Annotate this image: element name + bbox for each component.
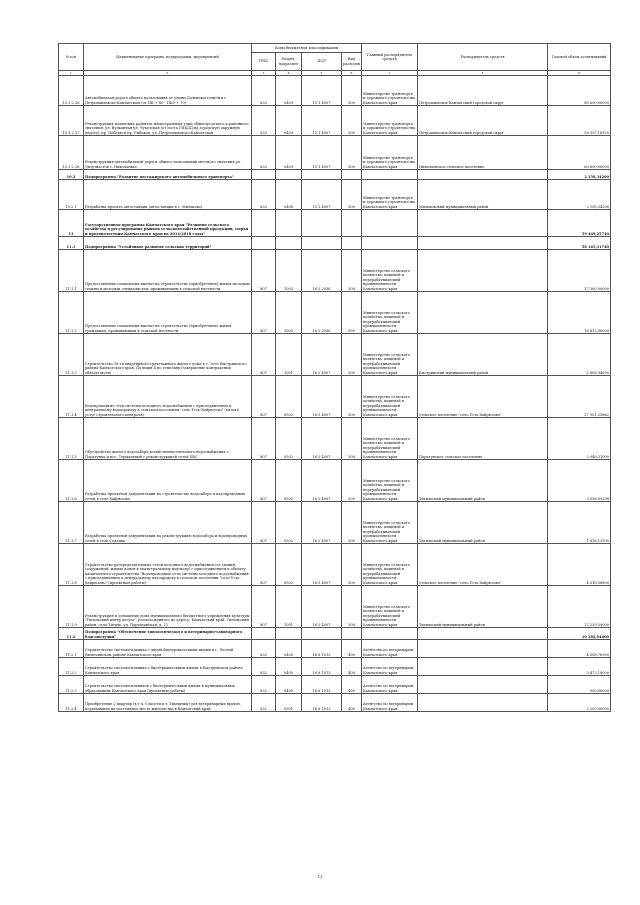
cell-vr: 400: [342, 676, 362, 694]
cell-grbs: 807: [252, 250, 276, 292]
cell-admin: Министерство транспорта и дорожного строительства Камчатского края: [362, 180, 418, 210]
cell-admin: Агентство по ветеринарии Камчатского края: [362, 640, 418, 658]
page-number: 11: [317, 874, 323, 879]
cell-num: 11.2.2: [59, 658, 84, 676]
cell-vr: 300: [342, 292, 362, 334]
cell-grbs: [252, 170, 276, 180]
cell-csr: 16 5 4007: [302, 376, 342, 418]
cell-amount: 12 239,39000: [548, 586, 611, 628]
cell-grbs: 807: [252, 460, 276, 502]
cell-razdel: 0408: [276, 180, 302, 210]
column-index: 1: [59, 71, 84, 76]
cell-num: 11.1.8: [59, 544, 84, 586]
table-row: [59, 640, 611, 658]
cell-amount: 2 158,34200: [548, 180, 611, 210]
cell-name: Разработка проекта автостанции (автостанции в с. Мильково): [84, 180, 252, 210]
cell-vr: 500: [342, 106, 362, 136]
cell-amount: 4 016,58800: [548, 544, 611, 586]
cell-name: Приобретение 2 квартир (в т.ч. Соцсети в т. Тимчинки) для ветеринарных врачей, переехавших на постоянное место жительства в Камчатский край: [84, 694, 252, 712]
cell-name: Разработка проектной документации на реконструкцию водозабора и водопроводных сетей в селе Седанка: [84, 502, 252, 544]
cell-razdel: [276, 210, 302, 237]
table-row: [59, 106, 611, 136]
cell-name: Строительство скотомогильника с биотермическими ямами в Быстринском районе Камчатского края: [84, 658, 252, 676]
cell-csr: 16 5 4007: [302, 502, 342, 544]
cell-recipient: [418, 292, 548, 334]
cell-razdel: 0502: [276, 376, 302, 418]
cell-recipient: Петропавловск-Камчатский городской округ: [418, 76, 548, 106]
column-index: 3: [252, 71, 276, 76]
cell-razdel: 0405: [276, 640, 302, 658]
header-recipient: Распорядитель средств: [418, 44, 548, 71]
cell-amount: 58 165,31740: [548, 237, 611, 250]
cell-name: Реконструкция и оснащение дома муниципального бюджетного учреждения культуры "Тигильский центр досуга", расположенного по адресу: Камчатский край, Тигильский район, село Тигиль, ул. Партизанская, д. 21: [84, 586, 252, 628]
cell-csr: 16 5 4007: [302, 544, 342, 586]
cell-num: 11.2.1: [59, 640, 84, 658]
cell-csr: 15 2 4007: [302, 180, 342, 210]
cell-admin: Министерство сельского хозяйства, пищевой и перерабатывающей промышленности Камчатского края: [362, 418, 418, 460]
table-row: [59, 676, 611, 694]
cell-csr: 16 8 1013: [302, 676, 342, 694]
cell-name: Предоставление социальных выплат на строительство (приобретение) жилья молодым семьям и молодым специалистам, проживающим в сельской местности: [84, 250, 252, 292]
header-csr: ЦСР: [302, 53, 342, 71]
cell-vr: 500: [342, 586, 362, 628]
cell-name: Реконструкция кольцевых развязок магистральных улиц общегородского и районного значения: ул. Вулканная-ул. Чукотская (от поста ГИБДД на городскую окружную дорогу), пр. Победы и пр. Рыбаков, ул. Петропавловско-Камчатская: [84, 106, 252, 136]
cell-admin: [362, 237, 418, 250]
cell-recipient: Быстринский муниципальный район: [418, 334, 548, 376]
cell-recipient: [418, 210, 548, 237]
header-name: Наименование программ, подпрограмм, мероприятий: [84, 44, 252, 71]
cell-amount: 2 808,94600: [548, 334, 611, 376]
cell-num: 11.1.7: [59, 502, 84, 544]
cell-csr: 15 1 4007: [302, 136, 342, 170]
cell-admin: Министерство сельского хозяйства, пищевой и перерабатывающей промышленности Камчатского края: [362, 334, 418, 376]
cell-name: Строительство 18-ти квартирного трехэтажного жилого дома в с. Эссо Быстринского района Камчатского края. Позиция 4 по генплану (завершение контрактных обязательств): [84, 334, 252, 376]
cell-recipient: Мильковский муниципальный район: [418, 180, 548, 210]
cell-recipient: Паратунское сельское поселение: [418, 418, 548, 460]
cell-vr: 500: [342, 334, 362, 376]
cell-name: Подпрограмма "Обеспечение эпизоотического и ветеринарно-санитарного благополучия": [84, 628, 252, 640]
cell-amount: 2 200,00000: [548, 694, 611, 712]
cell-vr: [342, 210, 362, 237]
table-row: [59, 376, 611, 418]
cell-name: Водопроводные сети системы холодного водоснабжения с присоединением к центральному водопроводу в сельском поселении "село Усть-Хайрюзово" (оплата услуг строительного контроля): [84, 376, 252, 418]
column-index: 7: [362, 71, 418, 76]
cell-admin: Министерство сельского хозяйства, пищевой и перерабатывающей промышленности Камчатского края: [362, 292, 418, 334]
cell-admin: Министерство сельского хозяйства, пищевой и перерабатывающей промышленности Камчатского края: [362, 250, 418, 292]
cell-recipient: Тигильский муниципальный район: [418, 460, 548, 502]
cell-name: Обустройство жилого водозабора хозяйственно-питьевого водоснабжения с. Паратунка и пос. Термальный с реконструкцией сетей ХВС: [84, 418, 252, 460]
cell-num: 11.1.2: [59, 292, 84, 334]
cell-csr: 16 8 1013: [302, 694, 342, 712]
cell-num: 11.1.9: [59, 586, 84, 628]
cell-grbs: [252, 628, 276, 640]
cell-grbs: 807: [252, 334, 276, 376]
cell-razdel: 0405: [276, 676, 302, 694]
cell-grbs: 807: [252, 418, 276, 460]
cell-grbs: 832: [252, 676, 276, 694]
cell-name: Реконструкция автомобильной дороги общего пользования местного значения ул. Энтузиастов с. Николаевка: [84, 136, 252, 170]
column-index: 4: [276, 71, 302, 76]
cell-csr: 16 5 4007: [302, 418, 342, 460]
cell-razdel: 0409: [276, 76, 302, 106]
cell-amount: 16 813,00000: [548, 292, 611, 334]
header-row-1: [59, 44, 611, 53]
cell-grbs: 833: [252, 136, 276, 170]
cell-vr: 400: [342, 658, 362, 676]
cell-grbs: 832: [252, 658, 276, 676]
cell-admin: Министерство транспорта и дорожного строительства Камчатского края: [362, 76, 418, 106]
cell-csr: [302, 237, 342, 250]
cell-num: 11.2.3: [59, 676, 84, 694]
cell-recipient: [418, 628, 548, 640]
cell-recipient: [418, 676, 548, 694]
cell-num: 11.1.1: [59, 250, 84, 292]
table-row: [59, 460, 611, 502]
cell-amount: 2 948,31000: [548, 418, 611, 460]
cell-csr: [302, 170, 342, 180]
header-codes-group: Коды бюджетной классификации: [252, 44, 362, 53]
cell-razdel: 0502: [276, 460, 302, 502]
cell-vr: 500: [342, 460, 362, 502]
column-index: 5: [302, 71, 342, 76]
table-row-subtotal: [59, 237, 611, 250]
cell-num: 10.1.2.28: [59, 136, 84, 170]
cell-razdel: 0409: [276, 106, 302, 136]
cell-recipient: Сельское поселение "село Усть-Хайрюзово": [418, 544, 548, 586]
column-index: 6: [342, 71, 362, 76]
cell-admin: Министерство транспорта и дорожного строительства Камчатского края: [362, 106, 418, 136]
table-row: [59, 658, 611, 676]
cell-csr: [302, 628, 342, 640]
header-admin: Главный распорядитель средств: [362, 44, 418, 71]
table-row: [59, 586, 611, 628]
cell-vr: 400: [342, 694, 362, 712]
table-row-subtotal: [59, 210, 611, 237]
cell-num: 11.2: [59, 628, 84, 640]
cell-razdel: 1003: [276, 292, 302, 334]
cell-csr: 16 5 4007: [302, 586, 342, 628]
cell-csr: 16 8 1013: [302, 640, 342, 658]
cell-name: Строительство распределительных сетей холодного водоснабжения (от зданий, сооружений, жилых домов к магистральному водоводу) с присоединением к объекту капитального строительства "Водопроводные сети системы холодного водоснабжения с присоединением к центральному водопроводу в сельском поселении "село Усть-Хайрюзово" (проектные работы): [84, 544, 252, 586]
cell-recipient: Николаевское сельское поселение: [418, 136, 548, 170]
header-amount: Годовой объем ассигнований: [548, 44, 611, 71]
cell-razdel: 0409: [276, 136, 302, 170]
cell-amount: 17 300,00000: [548, 250, 611, 292]
cell-amount: 1 818,12500: [548, 502, 611, 544]
header-grbs: ГРБС: [252, 53, 276, 71]
table-row: [59, 502, 611, 544]
cell-grbs: 833: [252, 180, 276, 210]
table-row-subtotal: [59, 170, 611, 180]
cell-vr: 500: [342, 180, 362, 210]
cell-vr: 500: [342, 76, 362, 106]
cell-vr: 400: [342, 640, 362, 658]
header-vr: Вид расходов: [342, 53, 362, 71]
cell-name: Автомобильная дорога общего пользования от улицы Дальневосточной в г. Петропавловске-Камчатском (от ПК + 80 - ПК9 + 70): [84, 76, 252, 106]
cell-name: Подпрограмма "Развитие пассажирского автомобильного транспорта": [84, 170, 252, 180]
cell-grbs: 832: [252, 694, 276, 712]
cell-grbs: 807: [252, 292, 276, 334]
cell-grbs: [252, 237, 276, 250]
cell-razdel: 0502: [276, 502, 302, 544]
cell-recipient: [418, 250, 548, 292]
cell-amount: 4 508,76950: [548, 640, 611, 658]
column-index: 2: [84, 71, 252, 76]
table-row-subtotal: [59, 628, 611, 640]
cell-recipient: [418, 658, 548, 676]
cell-recipient: [418, 694, 548, 712]
cell-recipient: Тигильский муниципальный район: [418, 586, 548, 628]
table-row: [59, 418, 611, 460]
cell-grbs: 807: [252, 502, 276, 544]
cell-amount: 69 690,00000: [548, 136, 611, 170]
table-row: [59, 544, 611, 586]
cell-grbs: 833: [252, 106, 276, 136]
cell-razdel: 1001: [276, 586, 302, 628]
cell-csr: [302, 210, 342, 237]
cell-razdel: 0502: [276, 418, 302, 460]
cell-admin: [362, 210, 418, 237]
cell-amount: 2 158,34200: [548, 170, 611, 180]
cell-vr: [342, 237, 362, 250]
cell-num: 10.2.1: [59, 180, 84, 210]
cell-admin: Министерство сельского хозяйства, пищевой и перерабатывающей промышленности Камчатского края: [362, 544, 418, 586]
cell-vr: 500: [342, 418, 362, 460]
cell-vr: 500: [342, 136, 362, 170]
cell-admin: Министерство сельского хозяйства, пищевой и перерабатывающей промышленности Камчатского края: [362, 586, 418, 628]
header-razdel: Раздел, подраздел: [276, 53, 302, 71]
cell-csr: 16 5 2036: [302, 292, 342, 334]
cell-name: Подпрограмма "Устойчивое развитие сельских территорий": [84, 237, 252, 250]
cell-amount: 27 951,25862: [548, 376, 611, 418]
cell-num: 10.1.2.27: [59, 106, 84, 136]
header-num: № п/п: [59, 44, 84, 71]
table-row: [59, 694, 611, 712]
cell-vr: 500: [342, 544, 362, 586]
cell-recipient: Тигильский муниципальный район: [418, 502, 548, 544]
cell-admin: [362, 170, 418, 180]
cell-razdel: 0502: [276, 544, 302, 586]
cell-razdel: [276, 170, 302, 180]
cell-recipient: [418, 640, 548, 658]
table-row: [59, 76, 611, 106]
cell-amount: 3 473,18000: [548, 658, 611, 676]
cell-razdel: 0501: [276, 694, 302, 712]
cell-razdel: [276, 628, 302, 640]
cell-razdel: 1003: [276, 250, 302, 292]
cell-amount: 990,00000: [548, 676, 611, 694]
cell-num: 11.1.4: [59, 376, 84, 418]
cell-razdel: [276, 237, 302, 250]
cell-recipient: Сельское поселение "село Усть-Хайрюзово": [418, 376, 548, 418]
cell-num: 11: [59, 210, 84, 237]
cell-grbs: 807: [252, 376, 276, 418]
cell-amount: 85 690,00000: [548, 76, 611, 106]
cell-grbs: 833: [252, 76, 276, 106]
cell-grbs: 807: [252, 586, 276, 628]
cell-grbs: 807: [252, 544, 276, 586]
cell-recipient: Петропавловск-Камчатский городской округ: [418, 106, 548, 136]
cell-name: Строительство скотомогильников с биотермическими ямами в муниципальных образованиях Камчатского края (проектные работы): [84, 676, 252, 694]
cell-recipient: [418, 237, 548, 250]
cell-vr: 500: [342, 376, 362, 418]
cell-admin: Министерство сельского хозяйства, пищевой и перерабатывающей промышленности Камчатского края: [362, 502, 418, 544]
cell-num: 11.1.5: [59, 418, 84, 460]
cell-csr: 16 5 4007: [302, 334, 342, 376]
cell-admin: Агентство по ветеринарии Камчатского края: [362, 658, 418, 676]
cell-vr: [342, 170, 362, 180]
cell-name: Предоставление социальных выплат на строительство (приобретение) жилья гражданам, проживающим в сельской местности: [84, 292, 252, 334]
cell-csr: 16 5 4007: [302, 460, 342, 502]
cell-admin: Министерство сельского хозяйства, пищевой и перерабатывающей промышленности Камчатского края: [362, 376, 418, 418]
cell-num: 11.1.3: [59, 334, 84, 376]
cell-admin: Агентство по ветеринарии Камчатского края: [362, 694, 418, 712]
cell-name: Разработка проектной документации на строительство водозабора и водопроводных сетей в селе Хайрюзово: [84, 460, 252, 502]
cell-amount: 10 282,94000: [548, 628, 611, 640]
cell-name: Строительство скотомогильника с двумя биотермическими ямами в г. Лесной Вилючинском районе Камчатского края: [84, 640, 252, 658]
cell-admin: Агентство по ветеринарии Камчатского края: [362, 676, 418, 694]
cell-admin: Министерство транспорта и дорожного строительства Камчатского края: [362, 136, 418, 170]
cell-amount: 39 337,18920: [548, 106, 611, 136]
table-row: [59, 292, 611, 334]
cell-vr: 500: [342, 502, 362, 544]
cell-num: 10.2: [59, 170, 84, 180]
table-row: [59, 250, 611, 292]
budget-table: [58, 43, 611, 712]
cell-name: Государственная программа Камчатского края "Развитие сельского хозяйства и регулирование рынков сельскохозяйственной продукции, сырья и продовольствия Камчатского края на 2014-2018 годы": [84, 210, 252, 237]
table-row: [59, 334, 611, 376]
cell-grbs: [252, 210, 276, 237]
cell-vr: [342, 628, 362, 640]
cell-num: 11.1: [59, 237, 84, 250]
cell-admin: [362, 628, 418, 640]
cell-razdel: 1001: [276, 334, 302, 376]
cell-admin: Министерство сельского хозяйства, пищевой и перерабатывающей промышленности Камчатского края: [362, 460, 418, 502]
cell-amount: 3 096,09298: [548, 460, 611, 502]
cell-grbs: 832: [252, 640, 276, 658]
cell-csr: 15 1 4007: [302, 76, 342, 106]
column-index: 9: [548, 71, 611, 76]
cell-num: 11.1.6: [59, 460, 84, 502]
table-body: [59, 76, 611, 712]
cell-num: 10.1.2.26: [59, 76, 84, 106]
table-row: [59, 136, 611, 170]
cell-amount: 59 449,25740: [548, 210, 611, 237]
column-index: 8: [418, 71, 548, 76]
cell-csr: 16 8 1013: [302, 658, 342, 676]
cell-num: 11.2.4: [59, 694, 84, 712]
cell-recipient: [418, 170, 548, 180]
cell-razdel: 0405: [276, 658, 302, 676]
table-row: [59, 180, 611, 210]
cell-vr: 300: [342, 250, 362, 292]
cell-csr: 15 1 4007: [302, 106, 342, 136]
cell-csr: 16 5 2036: [302, 250, 342, 292]
